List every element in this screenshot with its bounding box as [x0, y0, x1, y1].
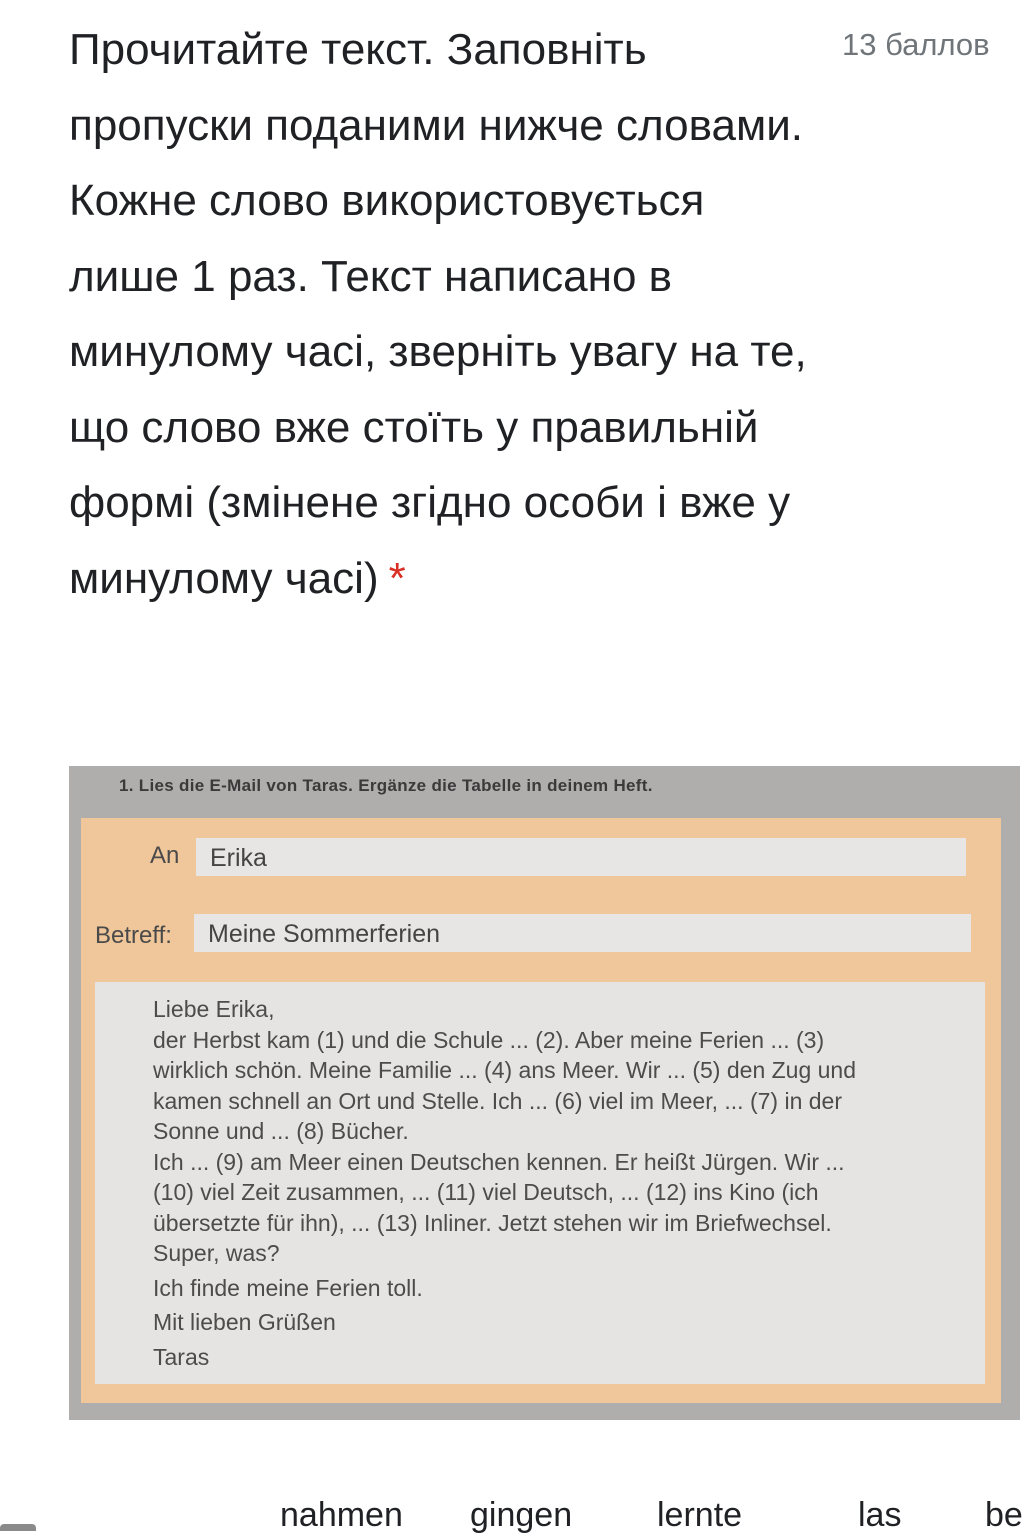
letter-line: Super, was?: [153, 1240, 280, 1266]
required-asterisk: *: [388, 553, 406, 603]
scroll-handle[interactable]: [0, 1524, 36, 1531]
email-form: [81, 818, 1001, 1403]
to-field: Erika: [196, 838, 966, 876]
word-bank-item: nahmen: [280, 1496, 403, 1534]
word-bank-item: be: [985, 1496, 1023, 1534]
word-bank: [0, 1496, 1029, 1536]
letter-line: übersetzte für ihn), ... (13) Inliner. Jetzt stehen wir im Briefwechsel.: [153, 1209, 832, 1236]
letter-line: (10) viel Zeit zusammen, ... (11) viel Deutsch, ... (12) ins Kino (ich: [153, 1179, 819, 1205]
letter-line: wirklich schön. Meine Familie ... (4) ans Meer. Wir ... (5) den Zug und: [153, 1057, 857, 1083]
to-label: An: [150, 842, 180, 869]
letter-line: der Herbst kam (1) und die Schule ... (2). Aber meine Ferien ... (3): [153, 1026, 825, 1053]
points-label: 13 баллов: [842, 27, 990, 62]
exercise-heading: 1. Lies die E-Mail von Taras. Ergänze die Tabelle in deinem Heft.: [119, 776, 653, 795]
subject-field: Meine Sommerferien: [194, 914, 971, 952]
letter-line: Mit lieben Grüßen: [153, 1309, 336, 1335]
letter-line: Liebe Erika,: [153, 996, 275, 1022]
letter-line: Ich finde meine Ferien toll.: [153, 1274, 423, 1301]
letter-body: [95, 982, 985, 1384]
question-text: Прочитайте текст. Заповніть пропуски поданими нижче словами. Кожне слово використовується лише 1 раз. Текст написано в минулому часі, зверніть увагу на те, що слово вже стоїть у правильній формі (змінене згідно особи і вже у минулому часі) *: [69, 25, 807, 603]
letter-line: Ich ... (9) am Meer einen Deutschen kennen. Er heißt Jürgen. Wir ...: [153, 1148, 845, 1175]
letter-line: Sonne und ... (8) Bücher.: [153, 1118, 409, 1144]
word-bank-item: lernte: [657, 1496, 743, 1534]
letter-line: Taras: [153, 1343, 210, 1370]
letter-line: kamen schnell an Ort und Stelle. Ich ... (6) viel im Meer, ... (7) in der: [153, 1087, 842, 1114]
subject-label: Betreff:: [95, 922, 172, 949]
worksheet-photo: [69, 766, 1020, 1420]
word-bank-item: las: [858, 1496, 902, 1534]
word-bank-item: gingen: [470, 1496, 573, 1534]
